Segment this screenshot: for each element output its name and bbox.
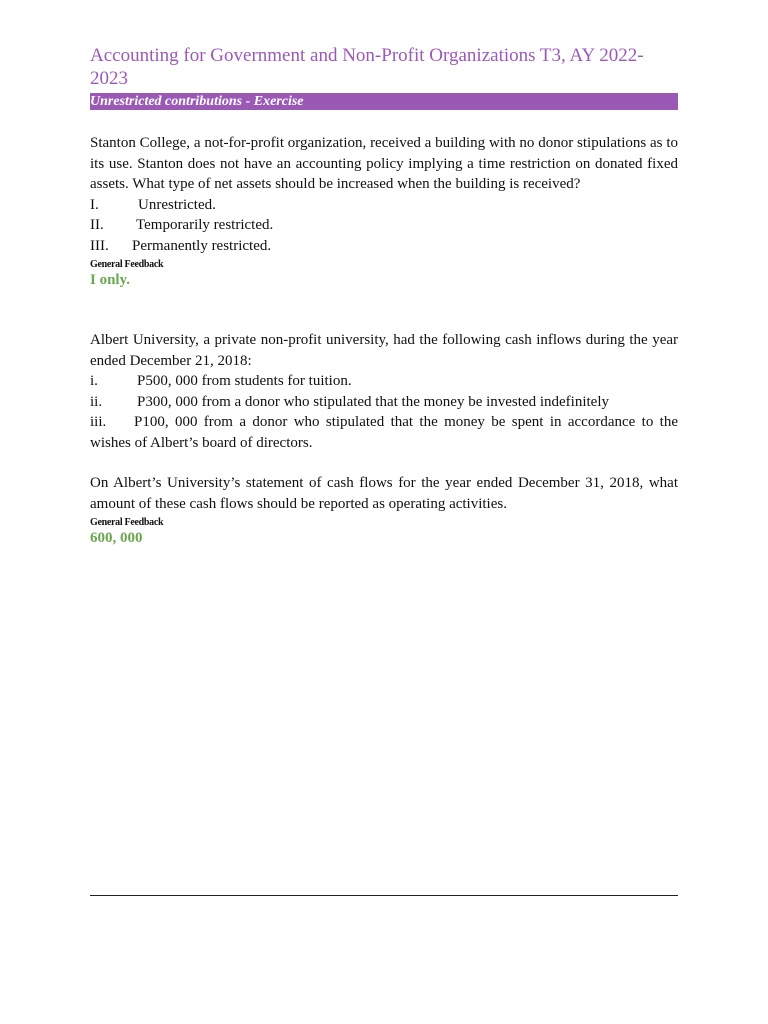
answer-text: I only.	[90, 272, 131, 288]
question-2-intro: Albert University, a private non-profit university, had the following cash inflows during the year ended December 21, 2018:	[90, 332, 678, 369]
option-text: Unrestricted.	[138, 196, 216, 213]
feedback-label: General Feedback	[90, 259, 164, 270]
option-text: Temporarily restricted.	[136, 217, 274, 233]
list-item	[90, 392, 678, 413]
footer-divider	[90, 895, 678, 896]
option-item	[90, 215, 678, 236]
list-item	[90, 412, 678, 453]
section-banner	[90, 93, 678, 110]
list-item-number: iii.	[90, 414, 107, 430]
question-1-text: Stanton College, a not-for-profit organization, received a building with no donor stipulations as to its use. Stanton does not have an accounting policy implying a time restriction on donated fixed assets. What type of net assets should be increased when the building is received?	[90, 135, 678, 192]
option-number: I.	[90, 196, 99, 213]
document-title: Accounting for Government and Non-Profit Organizations T3, AY 2022-2023	[90, 45, 644, 89]
answer-text: 600, 000	[90, 530, 143, 546]
question-2-text: On Albert’s University’s statement of cash flows for the year ended December 31, 2018, what amount of these cash flows should be reported as operating activities.	[90, 475, 678, 512]
option-text: Permanently restricted.	[132, 237, 272, 254]
option-number: II.	[90, 217, 104, 233]
feedback-label: General Feedback	[90, 517, 164, 528]
option-number: III.	[90, 237, 109, 254]
list-item-number: i.	[90, 373, 98, 389]
list-item-number: ii.	[90, 393, 103, 410]
option-item	[90, 195, 678, 216]
list-item	[90, 371, 678, 392]
option-item	[90, 236, 678, 257]
list-item-text: P100, 000 from a donor who stipulated that the money be spent in accordance to the wishes of Albert’s board of directors.	[90, 414, 678, 451]
section-title: Unrestricted contributions - Exercise	[90, 94, 304, 109]
question-2	[90, 330, 678, 548]
list-item-text: P300, 000 from a donor who stipulated that the money be invested indefinitely	[137, 393, 609, 410]
list-item-text: P500, 000 from students for tuition.	[137, 373, 352, 389]
question-1	[90, 133, 678, 290]
